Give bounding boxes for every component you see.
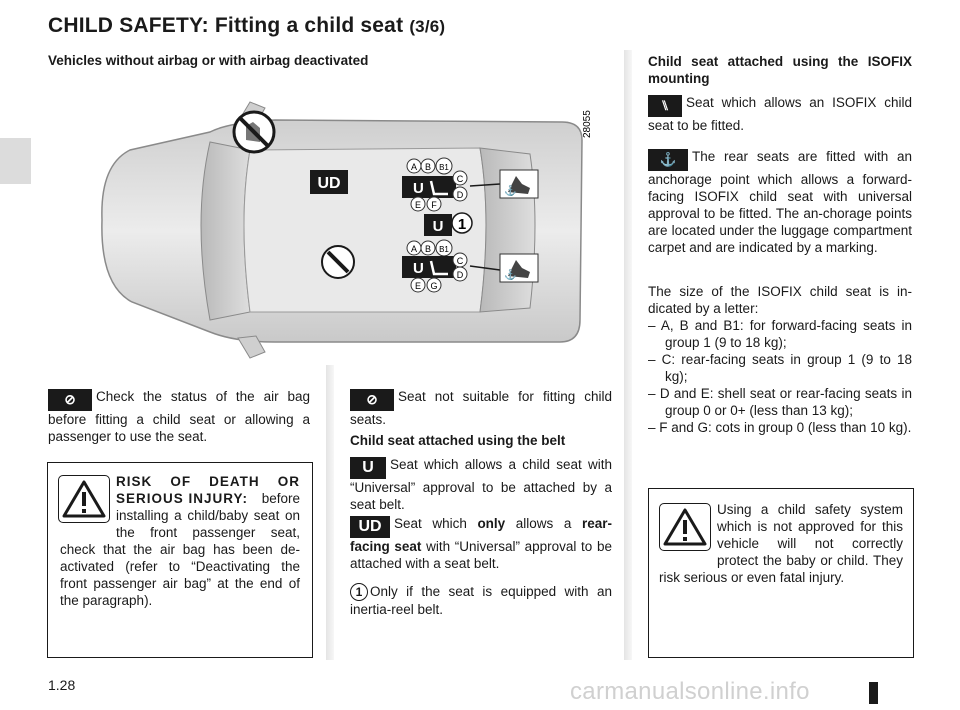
approval-warning-text: Using a child safety system which is not approved for this vehicle will not correctly protect the baby or child. They risk serious or even fatal injury.: [659, 502, 903, 585]
svg-text:1: 1: [457, 216, 467, 233]
svg-text:U: U: [413, 180, 424, 197]
belt-heading: Child seat attached using the belt: [350, 433, 566, 448]
u-symbol: U: [350, 457, 386, 479]
isofix-anchor-icon: [500, 170, 538, 198]
list-item: – C: rear-facing seats in group 1 (9 to 18 kg);: [648, 352, 912, 384]
airbag-off-icon: ⊘: [48, 389, 92, 411]
warning-body: before installing a child/baby seat on the front passenger seat, check that the air bag has been de-activated (refer to “Deactivating the front passenger air bag” at the end of the paragraph).: [60, 491, 300, 608]
anchorage-paragraph: ⚓ The rear seats are fitted with an anchorage point which allows a forward-facing ISOFIX child seat with universal approval to be fitted. The an-chorage points are located under the luggage compartment carpet and are indicated by a marking.: [648, 149, 912, 255]
svg-text:B1: B1: [439, 245, 449, 254]
bookmark-marker: [869, 682, 878, 704]
svg-text:A: A: [410, 244, 418, 254]
svg-text:B: B: [424, 244, 432, 254]
svg-text:D: D: [456, 190, 464, 200]
size-intro: The size of the ISOFIX child seat is in-dicated by a letter:: [648, 284, 912, 316]
svg-text:UD: UD: [317, 175, 341, 192]
isofix-seat-icon: ⑊: [648, 95, 682, 117]
inertia-reel-note: 1 Only if the seat is equipped with an inertia-reel belt.: [350, 584, 612, 617]
svg-text:D: D: [456, 270, 464, 280]
svg-text:A: A: [410, 162, 418, 172]
windscreen: [201, 142, 250, 320]
not-suitable-paragraph: ⊘ Seat not suitable for fitting child seats.: [350, 389, 612, 427]
column-divider-right: [624, 50, 632, 660]
note-number-badge: 1: [350, 583, 368, 601]
chapter-tab: [0, 138, 31, 184]
page-number: 1.28: [48, 677, 76, 693]
not-suitable-icon: ⊘: [350, 389, 394, 411]
warning-box-airbag: [47, 462, 313, 658]
svg-text:E: E: [414, 281, 422, 291]
svg-text:U: U: [432, 218, 444, 235]
size-list: [648, 317, 912, 436]
svg-text:E: E: [414, 200, 422, 210]
list-item: – A, B and B1: for forward-facing seats in group 1 (9 to 18 kg);: [648, 318, 912, 350]
page-indicator: (3/6): [409, 17, 446, 36]
svg-text:G: G: [430, 281, 438, 291]
isofix-anchor-icon: ⚓: [648, 149, 688, 171]
svg-text:U: U: [413, 260, 424, 277]
isofix-heading: Child seat attached using the ISOFIX mounting: [648, 54, 912, 86]
svg-text:⚓: ⚓: [504, 186, 517, 197]
isofix-anchor-icon: [500, 254, 538, 282]
page-title: CHILD SAFETY: Fitting a child seat (3/6): [48, 14, 446, 37]
svg-text:B: B: [424, 162, 432, 172]
figure-ref-number: 28055: [582, 110, 593, 138]
section-subtitle: Vehicles without airbag or with airbag deactivated: [48, 53, 369, 68]
svg-text:⚓: ⚓: [504, 270, 517, 281]
airbag-check-paragraph: ⊘ Check the status of the air bag before fitting a child seat or allowing a passenger to use the seat.: [48, 389, 310, 444]
svg-text:B1: B1: [439, 163, 449, 172]
ud-seat-paragraph: UD Seat which only allows a rear-facing seat with “Universal” approval to be attached with a seat belt.: [350, 516, 612, 571]
svg-text:C: C: [456, 174, 464, 184]
rear-seat-middle: [424, 213, 472, 236]
u-seat-paragraph: U Seat which allows a child seat with “Universal” approval to be attached by a seat belt.: [350, 457, 612, 512]
not-suitable-icon: [322, 246, 354, 278]
column-divider-left: [326, 365, 334, 660]
car-seating-diagram: [60, 80, 620, 360]
airbag-off-icon: [234, 112, 274, 152]
warning-heading: RISK OF DEATH OR SERIOUS INJURY:: [116, 474, 300, 506]
ud-seat-label: [310, 170, 348, 194]
warning-box-approval: [648, 488, 914, 658]
svg-text:F: F: [431, 200, 437, 210]
ud-symbol: UD: [350, 516, 390, 538]
list-item: – D and E: shell seat or rear-facing seats in group 0 or 0+ (less than 13 kg);: [648, 386, 912, 418]
isofix-seat-paragraph: ⑊ Seat which allows an ISOFIX child seat to be fitted.: [648, 95, 912, 133]
svg-text:C: C: [456, 256, 464, 266]
list-item: – F and G: cots in group 0 (less than 10 kg).: [648, 420, 912, 435]
watermark: carmanualsonline.info: [570, 678, 810, 705]
